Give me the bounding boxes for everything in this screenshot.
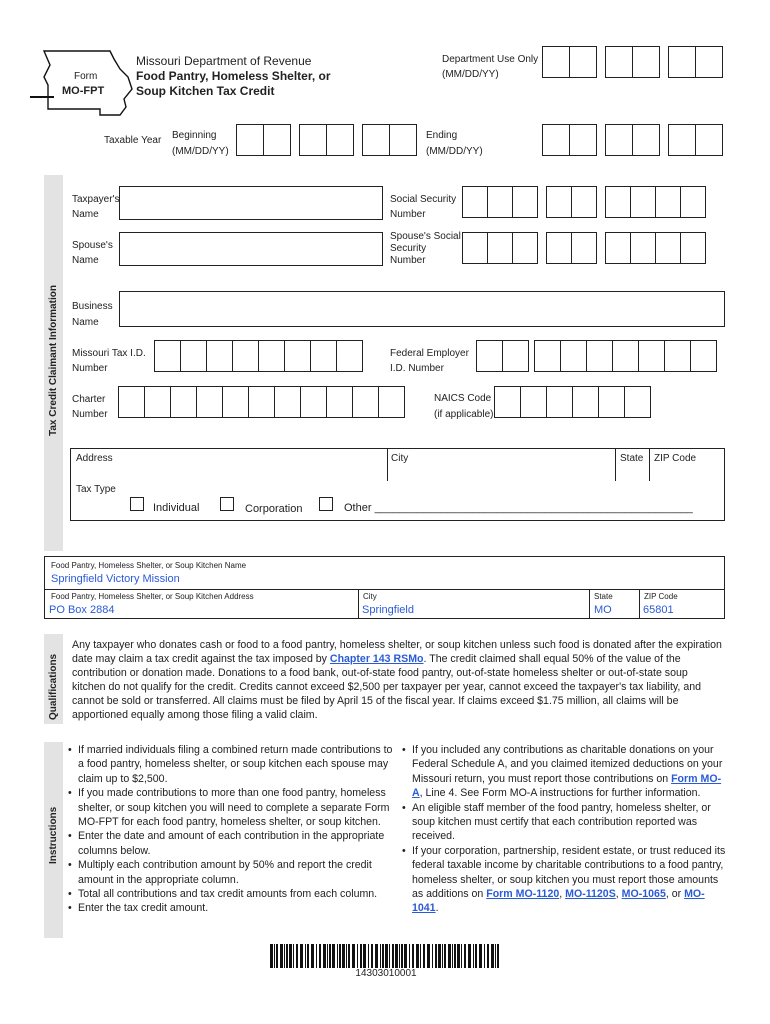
spouse-ssn-label-2: Security [390,243,427,254]
ssn-label-1: Social Security [390,194,457,205]
instruction-item: • If your corporation, partnership, resident estate, or trust reduced its federal taxable income by charitable contributions to a food pantry, homeless shelter, or soup kitchen you must report those amounts as additions on Form MO-1120, MO-1120S, MO-1065, or MO-1041. [402,844,728,916]
address-input[interactable] [70,448,388,482]
mo-tax-id-cell-2[interactable] [180,340,207,372]
form-code: MO-FPT [62,85,105,97]
naics-label-2: (if applicable) [434,409,494,420]
ssn-cell-9[interactable] [680,186,706,218]
fein-cell-9[interactable] [690,340,717,372]
org-zip-label: ZIP Code [644,592,678,601]
org-name-value[interactable]: Springfield Victory Mission [51,573,180,585]
claimant-section-label: Tax Credit Claimant Information [48,285,59,436]
fein-label-2: I.D. Number [390,363,444,374]
spouse-ssn-label-3: Number [390,255,426,266]
city-input[interactable] [387,448,616,482]
form-title-line2: Soup Kitchen Tax Credit [136,84,275,98]
form-mo-1120s-link[interactable]: MO-1120S [565,888,616,901]
ssn-cell-6[interactable] [605,186,631,218]
ssn-cell-5[interactable] [571,186,597,218]
naics-cell-1[interactable] [494,386,521,418]
spouse-ssn-cell-9[interactable] [680,232,706,264]
spouse-ssn-label-1: Spouse's Social [390,231,461,242]
barcode-number: 14303010001 [355,968,417,979]
end-date-cell-5[interactable] [668,124,696,156]
barcode-icon [270,944,502,968]
mo-tax-id-cell-1[interactable] [154,340,181,372]
spouse-ssn-cell-8[interactable] [655,232,681,264]
begin-date-cell-2[interactable] [263,124,291,156]
ssn-cell-2[interactable] [487,186,513,218]
dept-date-cell-6[interactable] [695,46,723,78]
fein-cell-4[interactable] [560,340,587,372]
agency-name: Missouri Department of Revenue [136,54,312,68]
end-date-cell-4[interactable] [632,124,660,156]
zip-label: ZIP Code [654,453,697,464]
dept-date-cell-3[interactable] [605,46,633,78]
instruction-item: • If married individuals filing a combined return made contributions to a food pantry, homeless shelter, or soup kitchen each spouse may claim up to $2,500. [68,743,394,786]
instructions-right-column [402,743,728,916]
business-name-input[interactable] [119,291,725,327]
spouse-ssn-cell-6[interactable] [605,232,631,264]
other-label: Other ____________________________________________________ [344,502,693,514]
mo-tax-id-cell-7[interactable] [310,340,337,372]
ssn-cell-7[interactable] [630,186,656,218]
fein-cell-3[interactable] [534,340,561,372]
charter-cell-8[interactable] [300,386,327,418]
form-mo-a-link[interactable]: Form MO-A [412,772,722,800]
beginning-format: (MM/DD/YY) [172,146,229,157]
mo-tax-id-label-2: Number [72,363,108,374]
ssn-label-2: Number [390,209,426,220]
mo-tax-id-cell-4[interactable] [232,340,259,372]
org-state-label: State [594,592,613,601]
charter-cell-6[interactable] [248,386,275,418]
charter-cell-11[interactable] [378,386,405,418]
charter-label-2: Number [72,409,108,420]
mo-tax-id-label-1: Missouri Tax I.D. [72,348,146,359]
business-name-label-2: Name [72,317,99,328]
begin-date-cell-3[interactable] [299,124,327,156]
chapter-143-link[interactable]: Chapter 143 RSMo [329,653,424,665]
form-mo-1041-link[interactable]: MO-1041 [412,888,705,915]
instruction-item: • Enter the tax credit amount. [68,901,394,915]
instruction-item: • An eligible staff member of the food pantry, homeless shelter, or soup kitchen must certify that each contribution reported was received. [402,801,728,844]
other-checkbox[interactable] [319,497,333,511]
end-date-cell-6[interactable] [695,124,723,156]
form-mo-1120-link[interactable]: Form MO-1120 [486,888,560,901]
fein-cell-1[interactable] [476,340,503,372]
ending-label: Ending [426,130,458,141]
spouse-name-input[interactable] [119,232,383,266]
charter-cell-2[interactable] [144,386,171,418]
fein-label-1: Federal Employer [390,348,469,359]
naics-cell-5[interactable] [598,386,625,418]
org-address-value[interactable]: PO Box 2884 [49,604,115,616]
begin-date-cell-6[interactable] [389,124,417,156]
taxpayer-name-label-2: Name [72,209,99,220]
begin-date-cell-1[interactable] [236,124,264,156]
taxpayer-name-input[interactable] [119,186,383,220]
charter-cell-7[interactable] [274,386,301,418]
naics-cell-3[interactable] [546,386,573,418]
naics-label-1: NAICS Code [434,393,492,404]
charter-cell-1[interactable] [118,386,145,418]
charter-cell-5[interactable] [222,386,249,418]
instruction-item: • Enter the date and amount of each contribution in the appropriate columns below. [68,829,394,858]
qualifications-label: Qualifications [48,653,59,720]
instruction-item: • Total all contributions and tax credit amounts from each column. [68,887,394,901]
business-name-label-1: Business [72,301,113,312]
form-title-line1: Food Pantry, Homeless Shelter, or [136,69,331,83]
fein-cell-5[interactable] [586,340,613,372]
corporation-checkbox[interactable] [220,497,234,511]
taxpayer-name-label-1: Taxpayer's [72,194,120,205]
spouse-ssn-cell-5[interactable] [571,232,597,264]
instruction-item: • Multiply each contribution amount by 50% and report the credit amount in the appropriate column. [68,858,394,887]
charter-cell-10[interactable] [352,386,379,418]
individual-checkbox[interactable] [130,497,144,511]
address-label: Address [76,453,113,464]
org-city-value[interactable]: Springfield [362,604,414,616]
state-label: State [620,453,644,464]
begin-date-cell-4[interactable] [326,124,354,156]
org-state-value[interactable]: MO [594,604,612,616]
qualifications-text: Any taxpayer who donates cash or food to a food pantry, homeless shelter, or soup kitchen unless such food is donated after the expiration date may claim a tax credit against the tax imposed by Chapter 143 RSMo. The credit claimed shall equal 50% of the value of the contribution or donation made. Donations to a food bank, out-of-state food pantry, out-of-state homeless shelter or out-of-state soup kitchen do not qualify for the credit. Credits cannot exceed $2,500 per taxpayer per year, cannot exceed the taxpayer's tax liability, and cannot be sold or transferred. All claims must be filed by April 15 of the fiscal year. If claims exceed $1.75 million, all claims will be apportioned equally among those filing a valid claim. [72,639,722,721]
form-mo-1065-link[interactable]: MO-1065 [621,888,666,901]
fein-cell-8[interactable] [664,340,691,372]
fein-cell-7[interactable] [638,340,665,372]
spouse-ssn-cell-1[interactable] [462,232,488,264]
dept-use-only-label: Department Use Only [442,54,539,65]
header-rule [30,96,54,98]
ssn-cell-4[interactable] [546,186,572,218]
corporation-label: Corporation [245,503,303,515]
dept-date-cell-1[interactable] [542,46,570,78]
end-date-cell-2[interactable] [569,124,597,156]
fein-cell-6[interactable] [612,340,639,372]
mo-tax-id-cell-6[interactable] [284,340,311,372]
city-label: City [391,453,409,464]
instructions-left-column [68,743,394,916]
fein-cell-2[interactable] [502,340,529,372]
beginning-label: Beginning [172,130,217,141]
mo-tax-id-cell-5[interactable] [258,340,285,372]
begin-date-cell-5[interactable] [362,124,390,156]
ssn-cell-1[interactable] [462,186,488,218]
spouse-ssn-cell-7[interactable] [630,232,656,264]
end-date-cell-3[interactable] [605,124,633,156]
spouse-ssn-cell-3[interactable] [512,232,538,264]
charter-cell-9[interactable] [326,386,353,418]
individual-label: Individual [153,502,200,514]
ending-format: (MM/DD/YY) [426,146,483,157]
charter-label-1: Charter [72,394,106,405]
charter-cell-4[interactable] [196,386,223,418]
spouse-name-label-1: Spouse's [72,240,113,251]
org-address-label: Food Pantry, Homeless Shelter, or Soup Kitchen Address [51,592,254,601]
instruction-item: • If you made contributions to more than one food pantry, homeless shelter, or soup kitchen you will need to complete a separate Form MO-FPT for each food pantry, homeless shelter, or soup kitchen. [68,786,394,829]
mo-tax-id-cell-8[interactable] [336,340,363,372]
ssn-cell-3[interactable] [512,186,538,218]
dept-date-format: (MM/DD/YY) [442,69,499,80]
tax-type-label: Tax Type [76,484,116,495]
dept-date-cell-4[interactable] [632,46,660,78]
mo-tax-id-cell-3[interactable] [206,340,233,372]
tax-type-box [70,481,725,521]
charter-cell-3[interactable] [170,386,197,418]
dept-date-cell-2[interactable] [569,46,597,78]
naics-cell-2[interactable] [520,386,547,418]
naics-cell-4[interactable] [572,386,599,418]
org-city-label: City [363,592,377,601]
spouse-name-label-2: Name [72,255,99,266]
instruction-item: • If you included any contributions as charitable donations on your Federal Schedule A, and you claimed itemized deductions on your Missouri return, you must report those contributions on Form MO-A, Line 4. See Form MO-A instructions for further information. [402,743,728,801]
instructions-label: Instructions [48,806,59,864]
spouse-ssn-cell-4[interactable] [546,232,572,264]
naics-cell-6[interactable] [624,386,651,418]
dept-date-cell-5[interactable] [668,46,696,78]
spouse-ssn-cell-2[interactable] [487,232,513,264]
org-name-label: Food Pantry, Homeless Shelter, or Soup Kitchen Name [51,561,247,570]
end-date-cell-1[interactable] [542,124,570,156]
org-zip-value[interactable]: 65801 [643,604,674,616]
form-label: Form [74,71,98,82]
ssn-cell-8[interactable] [655,186,681,218]
taxable-year-label: Taxable Year [104,135,162,146]
